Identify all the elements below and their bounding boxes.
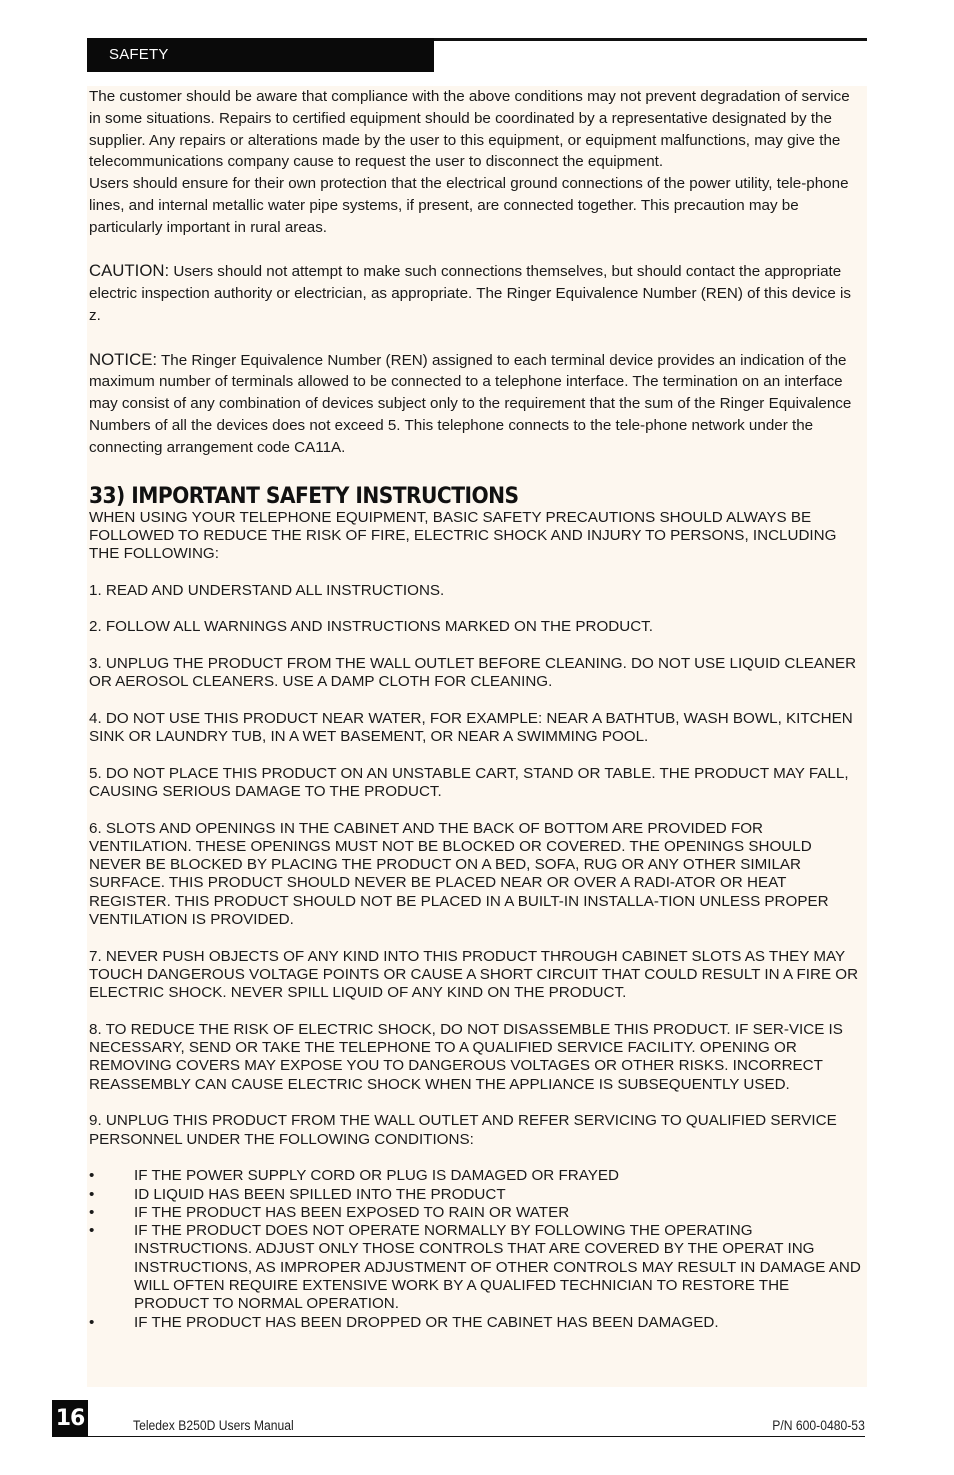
bullet-dot: • xyxy=(89,1313,95,1331)
caution-label: CAUTION: xyxy=(89,261,170,281)
notice-text: The Ringer Equivalence Number (REN) assigned to each terminal device provides an indication of the maximum number of terminals allowed to be connected to a telephone interface. The termination on an interface may consist of any combination of devices subject only to the requirement that the sum of the Ringer Equivalence Numbers of all the devices does not exceed 5. This telephone connects to the tele-phone network under the connecting arrangement code CA11A. xyxy=(89,351,852,456)
section-lead: WHEN USING YOUR TELEPHONE EQUIPMENT, BASIC SAFETY PRECAUTIONS SHOULD ALWAYS BE FOLLOWED TO REDUCE THE RISK OF FIRE, ELECTRIC SHOCK AND INJURY TO PERSONS, INCLUDING THE FOLLOWING: xyxy=(89,508,837,563)
condition-text: IF THE PRODUCT HAS BEEN EXPOSED TO RAIN OR WATER xyxy=(134,1203,570,1221)
page-number: 16 xyxy=(52,1400,88,1437)
intro-paragraph-2: Users should ensure for their own protection that the electrical ground connections of the power utility, tele-phone lines, and internal metallic water pipe systems, if present, are connected together. This precaution may be particularly important in rural areas. xyxy=(89,175,849,236)
bullet-dot: • xyxy=(89,1203,95,1221)
condition-item xyxy=(89,1186,865,1204)
section-heading: 33) IMPORTANT SAFETY INSTRUCTIONS xyxy=(89,483,519,509)
instruction-item: 2. FOLLOW ALL WARNINGS AND INSTRUCTIONS MARKED ON THE PRODUCT. xyxy=(89,618,653,636)
condition-list xyxy=(89,1167,865,1332)
page-content xyxy=(87,86,867,1387)
section-tab: SAFETY xyxy=(87,38,434,72)
condition-text: IF THE PRODUCT DOES NOT OPERATE NORMALLY BY FOLLOWING THE OPERATING INSTRUCTIONS. ADJUST ONLY THOSE CONTROLS THAT ARE COVERED BY THE OPERAT ING INSTRUCTIONS, AS IMPROPER ADJUSTMENT OF OTHER CONTROLS MAY RESULT IN DAMAGE AND WILL OFTEN REQUIRE EXTENSIVE WORK BY A QUALIFED TECHNICIAN TO RESTORE THE PRODUCT TO NORMAL OPERATION. xyxy=(134,1222,861,1313)
notice-paragraph xyxy=(89,349,865,459)
caution-paragraph xyxy=(89,260,865,326)
bullet-dot: • xyxy=(89,1185,95,1203)
condition-item xyxy=(89,1314,865,1332)
bullet-dot: • xyxy=(89,1222,95,1240)
instruction-item: 6. SLOTS AND OPENINGS IN THE CABINET AND THE BACK OF BOTTOM ARE PROVIDED FOR VENTILATION. THESE OPENINGS MUST NOT BE BLOCKED OR COVERED. THE OPENINGS SHOULD NEVER BE BLOCKED BY PLACING THE PRODUCT ON A BED, SOFA, RUG OR ANY OTHER SIMILAR SURFACE. THIS PRODUCT SHOULD NEVER BE PLACED NEAR OR OVER A RADI-ATOR OR HEAT REGISTER. THIS PRODUCT SHOULD NOT BE PLACED IN A BUILT-IN INSTALLA-TION UNLESS PROPER VENTILATION IS PROVIDED. xyxy=(89,819,829,929)
intro-paragraph-1: The customer should be aware that compliance with the above conditions may not prevent degradation of service in some situations. Repairs to certified equipment should be coordinated by a representative designated by the supplier. Any repairs or alterations made by the user to this equipment, or equipment malfunctions, may give the telecommunications company cause to request the user to disconnect the equipment. xyxy=(89,88,850,171)
condition-item xyxy=(89,1204,865,1222)
notice-label: NOTICE: xyxy=(89,349,158,369)
footer-rule xyxy=(88,1436,865,1437)
caution-text: Users should not attempt to make such connections themselves, but should contact the appropriate electric inspection authority or electrician, as appropriate. The Ringer Equivalence Number (REN) of this device is z. xyxy=(89,263,851,324)
condition-text: ID LIQUID HAS BEEN SPILLED INTO THE PRODUCT xyxy=(134,1185,506,1203)
condition-text: IF THE POWER SUPPLY CORD OR PLUG IS DAMAGED OR FRAYED xyxy=(134,1167,619,1185)
condition-item xyxy=(89,1167,865,1185)
condition-item xyxy=(89,1222,865,1313)
instruction-item: 5. DO NOT PLACE THIS PRODUCT ON AN UNSTABLE CART, STAND OR TABLE. THE PRODUCT MAY FALL, CAUSING SERIOUS DAMAGE TO THE PRODUCT. xyxy=(89,764,849,800)
instruction-item: 8. TO REDUCE THE RISK OF ELECTRIC SHOCK, DO NOT DISASSEMBLE THIS PRODUCT. IF SER-VICE IS NECESSARY, SEND OR TAKE THE TELEPHONE TO A QUALIFIED SERVICE FACILITY. OPENING OR REMOVING COVERS MAY EXPOSE YOU TO DANGEROUS VOLTAGES OR OTHER RISKS. INCORRECT REASSEMBLY CAN CAUSE ELECTRIC SHOCK WHEN THE APPLIANCE IS SUBSEQUENTLY USED. xyxy=(89,1020,843,1093)
instruction-item: 4. DO NOT USE THIS PRODUCT NEAR WATER, FOR EXAMPLE: NEAR A BATHTUB, WASH BOWL, KITCHEN SINK OR LAUNDRY TUB, IN A WET BASEMENT, OR NEAR A SWIMMING POOL. xyxy=(89,709,853,746)
condition-text: IF THE PRODUCT HAS BEEN DROPPED OR THE CABINET HAS BEEN DAMAGED. xyxy=(134,1313,719,1331)
instruction-item: 1. READ AND UNDERSTAND ALL INSTRUCTIONS. xyxy=(89,581,445,599)
bullet-dot: • xyxy=(89,1167,95,1185)
manual-title: Teledex B250D Users Manual xyxy=(133,1418,294,1433)
header-rule xyxy=(434,38,867,41)
instruction-item: 7. NEVER PUSH OBJECTS OF ANY KIND INTO THIS PRODUCT THROUGH CABINET SLOTS AS THEY MAY TOUCH DANGEROUS VOLTAGE POINTS OR CAUSE A SHORT CIRCUIT THAT COULD RESULT IN A FIRE OR ELECTRIC SHOCK. NEVER SPILL LIQUID OF ANY KIND ON THE PRODUCT. xyxy=(89,947,859,1002)
instruction-item: 9. UNPLUG THIS PRODUCT FROM THE WALL OUTLET AND REFER SERVICING TO QUALIFIED SERVICE PERSONNEL UNDER THE FOLLOWING CONDITIONS: xyxy=(89,1112,837,1148)
part-number: P/N 600-0480-53 xyxy=(772,1418,865,1433)
instruction-list xyxy=(89,563,865,1149)
instruction-item: 3. UNPLUG THE PRODUCT FROM THE WALL OUTLET BEFORE CLEANING. DO NOT USE LIQUID CLEANER OR AEROSOL CLEANERS. USE A DAMP CLOTH FOR CLEANING. xyxy=(89,654,857,691)
